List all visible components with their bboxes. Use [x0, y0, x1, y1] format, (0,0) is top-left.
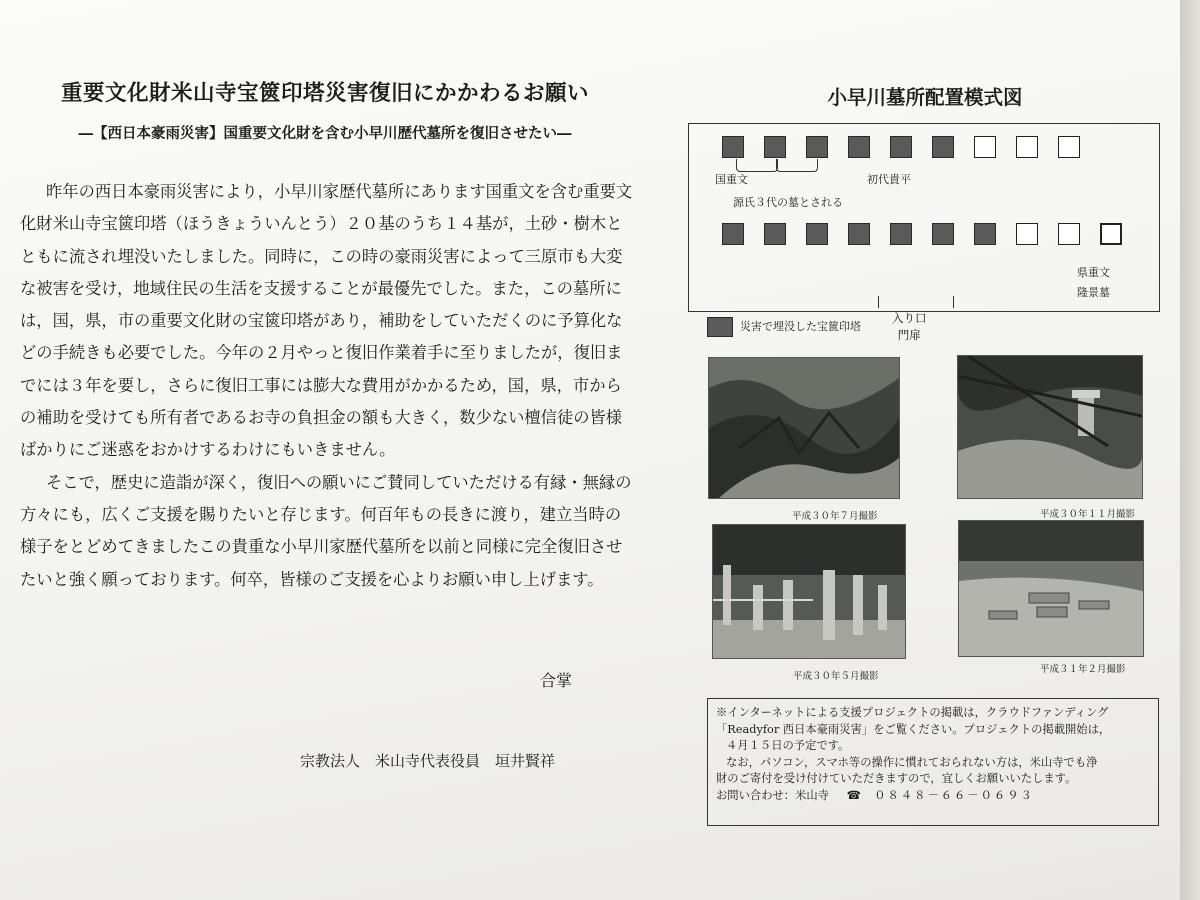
body-text: [20, 176, 633, 596]
buried-pagoda-marker: [764, 136, 786, 158]
body-line: 方々にも，広くご支援を賜りたいと存じます。何百年もの長きに渡り，建立当時の: [20, 504, 622, 524]
gate-mark-right: [953, 296, 954, 308]
pagoda-marker: [1058, 136, 1080, 158]
buried-pagoda-marker: [806, 136, 828, 158]
buried-pagoda-marker: [764, 223, 786, 245]
label-kokujubun: 国重文: [715, 173, 748, 186]
contact-label: お問い合わせ：米山寺: [716, 788, 829, 802]
buried-pagoda-marker: [932, 136, 954, 158]
photo-caption-2: 平成３０年１１月撮影: [1040, 509, 1136, 520]
photo-caption-3: 平成３０年５月撮影: [793, 671, 879, 682]
buried-pagoda-marker: [890, 223, 912, 245]
body-line: ばかりにご迷惑をおかけするわけにもいきません。: [20, 440, 396, 460]
buried-pagoda-marker: [806, 223, 828, 245]
brace-right: [776, 159, 818, 172]
legend-swatch: [707, 317, 733, 337]
photo-may-2018: [712, 524, 906, 659]
legend-label: 災害で埋没した宝篋印塔: [740, 320, 861, 333]
buried-pagoda-marker: [932, 223, 954, 245]
contact-line: [716, 788, 1150, 805]
label-kenjubun: 県重文: [1077, 266, 1110, 279]
notice-line-5: 財のご寄付を受け付けていただきますので，宜しくお願いいたします。: [716, 772, 1077, 785]
buried-pagoda-marker: [848, 223, 870, 245]
pagoda-marker: [974, 136, 996, 158]
photo-caption-4: 平成３１年２月撮影: [1040, 664, 1126, 675]
body-line: 様子をとどめてきましたこの貴重な小早川家歴代墓所を以前と同様に完全復旧させ: [20, 537, 623, 557]
photo-july-2018: [708, 357, 900, 499]
body-line: は，国，県，市の重要文化財の宝篋印塔があり，補助をしていただくのに予算化な: [20, 311, 623, 331]
body-line: 昨年の西日本豪雨災害により，小早川家歴代墓所にあります国重文を含む重要文: [46, 182, 633, 201]
pagoda-marker: [1016, 223, 1038, 245]
body-line: そこで，歴史に造詣が深く，復旧への願いにご賛同していただける有縁・無縁の: [46, 472, 632, 492]
body-line: な被害を受け，地域住民の生活を支援することが最優先でした。また，この墓所に: [20, 278, 622, 298]
buried-pagoda-marker: [722, 136, 744, 158]
notice-box: [707, 698, 1159, 826]
entrance-text: 入り口: [892, 311, 927, 325]
buried-pagoda-marker: [848, 136, 870, 158]
desk-surface: [1180, 0, 1200, 900]
phone-number: ０８４８－６６－０６９３: [874, 788, 1034, 802]
notice-line-3: ４月１５日の予定です。: [726, 739, 850, 752]
notice-line-1: ※インターネットによる支援プロジェクトの掲載は，クラウドファンディング: [716, 706, 1109, 719]
body-line: たいと強く願っております。何卒，皆様のご支援を心よりお願い申し上げます。: [20, 569, 604, 589]
body-line: 化財米山寺宝篋印塔（ほうきょういんとう）２０基のうち１４基が，土砂・樹木と: [20, 214, 623, 234]
document-title: 重要文化財米山寺宝篋印塔災害復旧にかかわるお願い: [60, 81, 589, 106]
pagoda-marker: [1100, 223, 1122, 245]
label-genji: 源氏３代の墓とされる: [733, 196, 843, 209]
gate-text: 門扉: [897, 328, 921, 342]
photo-caption-1: 平成３０年７月撮影: [792, 511, 878, 522]
map-title: 小早川墓所配置模式図: [827, 86, 1023, 109]
document-subtitle: ―【西日本豪雨災害】国重要文化財を含む小早川歴代墓所を復旧させたい―: [78, 125, 572, 142]
photo-nov-2018: [957, 355, 1143, 499]
notice-line-4: なお，パソコン，スマホ等の操作に慣れておられない方は，米山寺でも浄: [726, 755, 1098, 769]
buried-pagoda-marker: [974, 223, 996, 245]
signature: 宗教法人 米山寺代表役員 垣井賢祥: [300, 752, 556, 770]
buried-pagoda-marker: [890, 136, 912, 158]
entrance-label: [892, 310, 927, 344]
notice-line-2: 「Readyfor 西日本豪雨災害」をご覧ください。プロジェクトの掲載開始は，: [716, 722, 1111, 736]
photo-feb-2019: [958, 520, 1144, 657]
body-line: ともに流され埋没いたしました。同時に，この時の豪雨災害によって三原市も大変: [20, 246, 623, 266]
phone-icon: ☎: [846, 788, 861, 802]
label-shodai: 初代貴平: [867, 173, 911, 186]
pagoda-marker: [1058, 223, 1080, 245]
body-line: どの手続きも必要でした。今年の２月やっと復旧作業着手に至りましたが，復旧ま: [20, 343, 623, 363]
pagoda-marker: [1016, 136, 1038, 158]
cemetery-layout-diagram: [688, 123, 1160, 312]
body-line: でには３年を要し，さらに復旧工事には膨大な費用がかかるため，国，県，市から: [20, 375, 622, 395]
buried-pagoda-marker: [722, 223, 744, 245]
body-line: の補助を受けても所有者であるお寺の負担金の額も大きく，数少ない檀信徒の皆様: [20, 408, 623, 428]
label-ryokei: 隆景墓: [1077, 286, 1110, 299]
closing-gassho: 合掌: [540, 671, 573, 690]
gate-mark-left: [878, 296, 879, 308]
